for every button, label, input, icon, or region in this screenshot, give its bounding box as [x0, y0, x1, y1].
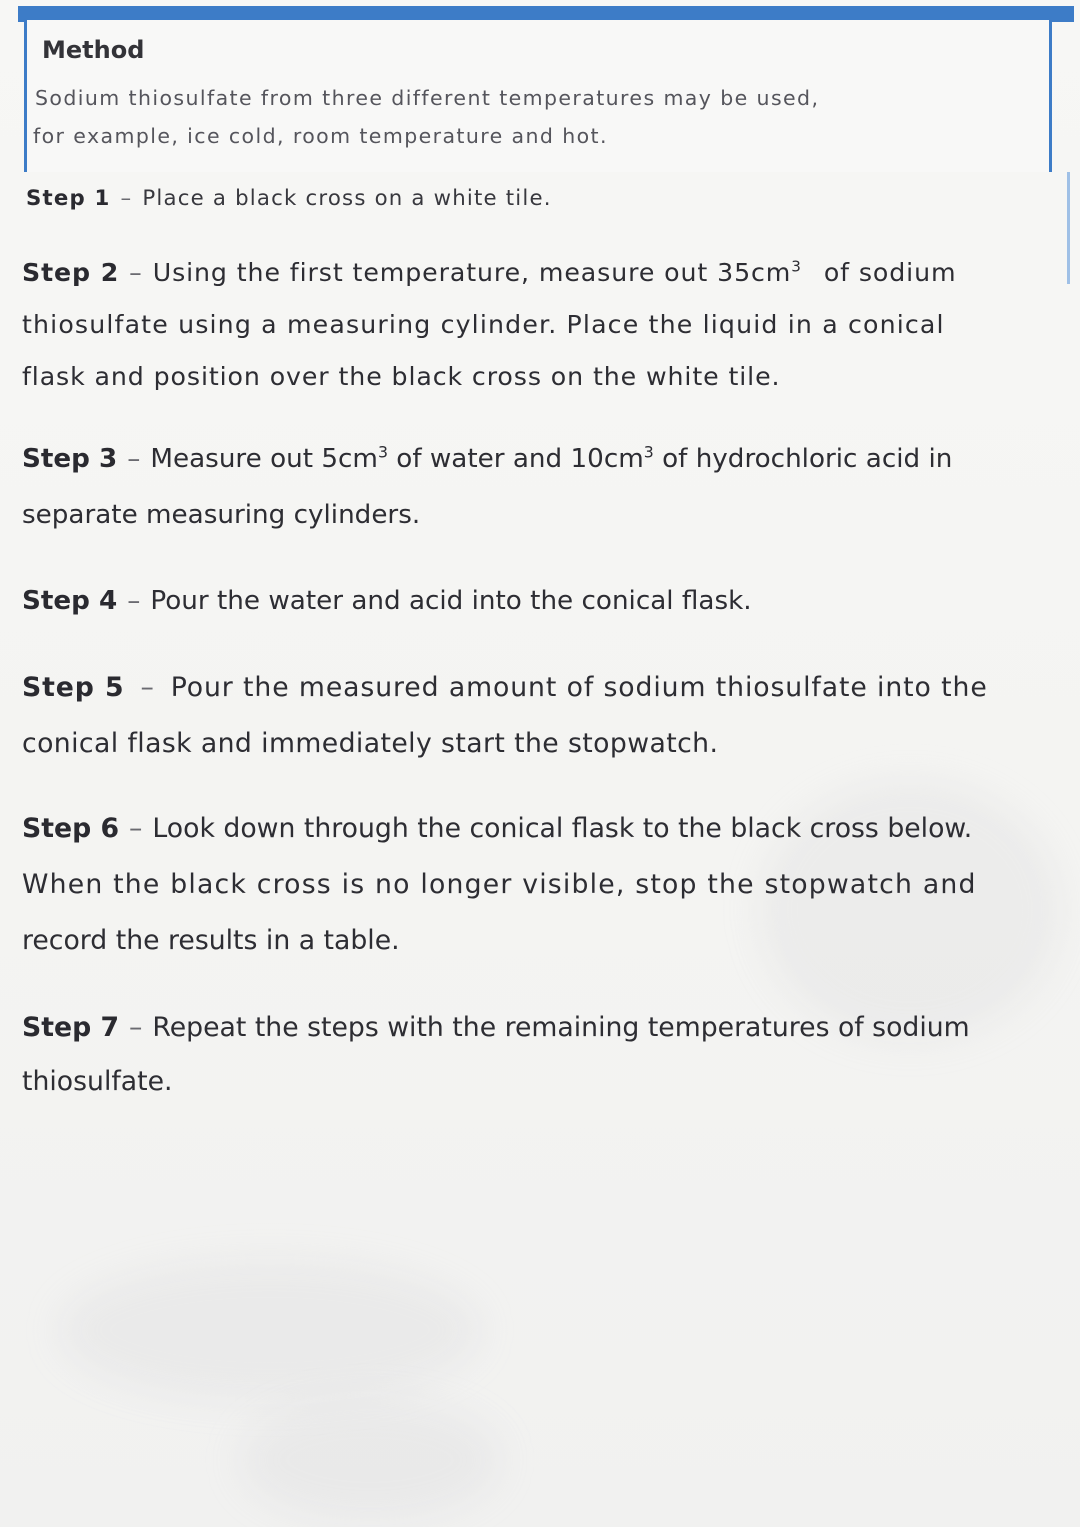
page-smudge — [240, 1400, 500, 1520]
step-text: of water and 10cm — [387, 444, 644, 474]
page-smudge — [60, 1260, 480, 1400]
step-dash: – — [140, 672, 155, 703]
superscript: 3 — [643, 442, 654, 462]
step-text: Using the first temperature, measure out 35cm — [152, 258, 792, 287]
step-dash: – — [129, 1012, 143, 1043]
step-label: Step 7 — [22, 1012, 120, 1043]
step-dash: – — [127, 444, 141, 474]
step-6 — [22, 813, 1070, 981]
step-3 — [22, 444, 1070, 556]
step-text: Pour the measured amount of sodium thiosulfate into the — [170, 672, 988, 703]
step-7 — [22, 1012, 1070, 1120]
step-text: thiosulfate using a measuring cylinder. Place the liquid in a conical — [22, 310, 945, 339]
step-2 — [22, 258, 1070, 414]
step-label: Step 5 — [22, 672, 125, 703]
step-1 — [26, 186, 1074, 211]
step-label: Step 2 — [22, 258, 120, 287]
superscript: 3 — [377, 442, 388, 462]
superscript: 3 — [791, 257, 802, 276]
step-text: of hydrochloric acid in — [653, 444, 953, 474]
step-label: Step 6 — [22, 813, 120, 844]
step-dash: – — [127, 586, 141, 616]
step-text: separate measuring cylinders. — [22, 500, 421, 530]
method-intro-line: Sodium thiosulfate from three different temperatures may be used, — [35, 86, 820, 110]
step-text: thiosulfate. — [22, 1066, 173, 1097]
step-4 — [22, 586, 1070, 616]
step-dash: – — [120, 186, 133, 211]
step-label: Step 4 — [22, 586, 118, 616]
method-heading: Method — [42, 36, 145, 64]
step-dash: – — [129, 813, 143, 844]
step-text: Look down through the conical flask to the black cross below. — [152, 813, 973, 844]
step-text: Measure out 5cm — [150, 444, 378, 474]
step-5 — [22, 672, 1070, 784]
step-text: flask and position over the black cross on the white tile. — [22, 362, 781, 391]
step-text: conical flask and immediately start the stopwatch. — [22, 728, 719, 759]
step-label: Step 3 — [22, 444, 118, 474]
step-text: Place a black cross on a white tile. — [142, 186, 552, 211]
step-text: Repeat the steps with the remaining temperatures of sodium — [152, 1012, 970, 1043]
step-dash: – — [129, 258, 143, 287]
step-text: of sodium — [823, 258, 957, 287]
method-intro-line: for example, ice cold, room temperature and hot. — [33, 124, 608, 148]
step-text: Pour the water and acid into the conical flask. — [150, 586, 752, 616]
step-text: When the black cross is no longer visible, stop the stopwatch and — [22, 869, 977, 900]
step-label: Step 1 — [26, 186, 111, 211]
step-text: record the results in a table. — [22, 925, 400, 956]
